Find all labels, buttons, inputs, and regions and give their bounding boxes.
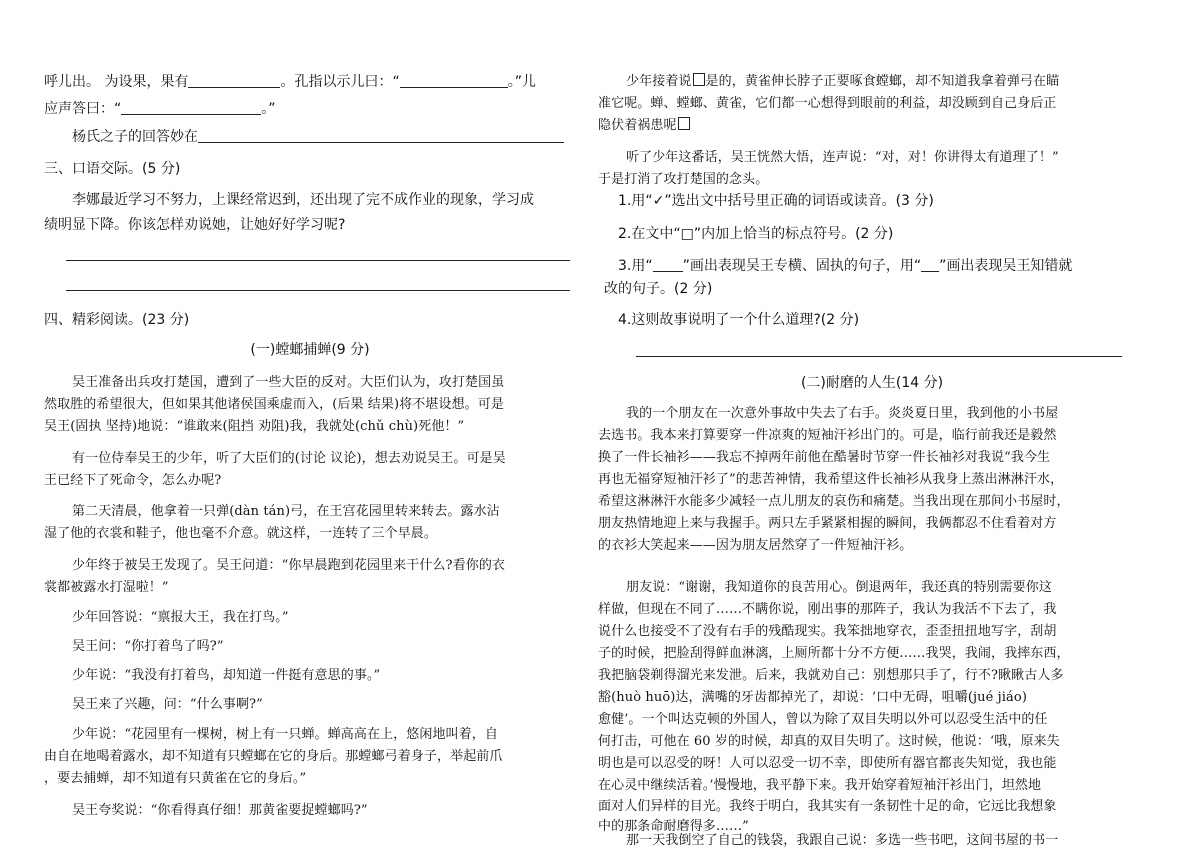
text-segment: 3.用“ — [618, 258, 653, 274]
passage2-line: 子的时候，把脸刮得鲜血淋漓，上厕所都十分不方便……我哭，我闹，我摔东西， — [598, 646, 1070, 661]
passage1-line: 裳都被露水打湿啦！” — [44, 580, 169, 595]
text-segment: 少年接着说 — [626, 74, 692, 89]
q2-line-3 — [72, 128, 564, 146]
answer-line[interactable] — [636, 356, 1122, 357]
answer-blank[interactable] — [188, 73, 280, 88]
q2-line-1 — [44, 73, 536, 91]
passage2-line: 何打击，可他在 60 岁的时候，却真的双目失明了。这时候，他说：‘哦，原来失 — [598, 734, 1060, 749]
passage2-line: 明也是可以忍受的呀！人可以忍受一切不幸，即使所有器官都丧失知觉，我也能 — [598, 756, 1057, 771]
answer-blank[interactable] — [400, 73, 508, 88]
passage2-title: (二)耐磨的人生(14 分) — [800, 375, 944, 391]
passage2-line: 换了一件长袖衫——我忘不掉两年前他在酷暑时节穿一件长袖衫对我说“我今生 — [598, 450, 1051, 465]
passage1-line: 少年终于被吴王发现了。吴王问道：“你早晨跑到花园里来干什么?看你的衣 — [72, 558, 506, 573]
section3-prompt-2: 绩明显下降。你该怎样劝说她，让她好好学习呢? — [44, 217, 346, 233]
section4-heading: 四、精彩阅读。(23 分) — [44, 312, 190, 328]
question-3 — [618, 257, 1072, 275]
passage2-line: 中的那条命耐磨得多……” — [598, 819, 749, 834]
passage1-line: 吴王夸奖说：“你看得真仔细！那黄雀要捉螳螂吗?” — [72, 803, 368, 818]
passage2-line: 在心灵中继续活着。’慢慢地，我平静下来。我开始穿着短袖汗衫出门，坦然地 — [598, 778, 1042, 793]
passage1-cont-line: 于是打消了攻打楚国的念头。 — [598, 172, 769, 187]
passage1-line: ，要去捕蝉，却不知道有只黄雀在它的身后。” — [44, 771, 307, 786]
passage2-line: 希望这淋淋汗水能多少减轻一点儿朋友的哀伤和痛楚。当我出现在那间小书屋时， — [598, 494, 1070, 509]
passage1-line: 有一位侍奉吴王的少年，听了大臣们的(讨论 议论)，想去劝说吴王。可是吴 — [72, 451, 506, 466]
passage1-line: 少年回答说：“禀报大王，我在打鸟。” — [72, 610, 289, 625]
answer-line[interactable] — [66, 260, 570, 261]
passage2-line: 那一天我倒空了自己的钱袋，我跟自己说：多选一些书吧，这间书屋的书一 — [626, 833, 1059, 848]
answer-blank[interactable] — [198, 128, 564, 143]
passage1-cont-line: 听了少年这番话，吴王恍然大悟，连声说：“对，对！你讲得太有道理了！” — [626, 150, 1059, 165]
passage2-line: 我把脑袋剃得溜光来发泄。后来，我就劝自己：别想那只手了，行不?瞅瞅古人多 — [598, 668, 1064, 683]
passage1-cont-line — [598, 117, 691, 135]
passage1-line: 吴王来了兴趣，问：“什么事啊?” — [72, 697, 263, 712]
text-segment: “ — [392, 74, 400, 90]
passage2-line: 再也无福穿短袖汗衫了”的悲苦神情，我希望这件长袖衫从我身上蒸出淋淋汗水， — [598, 472, 1064, 487]
section3-heading: 三、口语交际。(5 分) — [44, 161, 181, 177]
passage1-line: 吴王准备出兵攻打楚国，遭到了一些大臣的反对。大臣们认为，攻打楚国虽 — [72, 375, 505, 390]
answer-line[interactable] — [66, 290, 570, 291]
text-segment: ”画出表现吴王专横、固执的句子，用“ — [682, 258, 922, 274]
passage2-line: 愈健’。一个叫达克顿的外国人，曾以为除了双目失明以外可以忍受生活中的任 — [598, 712, 1048, 727]
question-2: 2.在文中“□”内加上恰当的标点符号。(2 分) — [618, 226, 894, 242]
passage2-line: 面对人们异样的目光。我终于明白，我其实有一条韧性十足的命，它远比我想象 — [598, 799, 1057, 814]
text-segment: 呼儿出。 为设果，果有 — [44, 74, 189, 90]
text-segment: 。孔指以示儿曰： — [280, 74, 393, 90]
passage2-line: 样做，但现在不同了……不瞒你说，刚出事的那阵子，我认为我活不下去了，我 — [598, 602, 1057, 617]
question-4: 4.这则故事说明了一个什么道理?(2 分) — [618, 312, 860, 328]
passage1-line: 吴王问：“你打着鸟了吗?” — [72, 639, 224, 654]
text-segment: 杨氏之子的回答妙在 — [72, 129, 198, 145]
passage2-line: 我的一个朋友在一次意外事故中失去了右手。炎炎夏日里，我到他的小书屋 — [626, 406, 1059, 421]
text-segment: 。”儿 — [507, 74, 536, 90]
passage1-line: 少年说：“花园里有一棵树，树上有一只蝉。蝉高高在上，悠闲地叫着，自 — [72, 727, 498, 742]
passage2-line: 豁(huò huō)达，满嘴的牙齿都掉光了，却说：‘口中无碍，咀嚼(jué jiáo) — [598, 690, 1027, 705]
question-3-cont: 改的句子。(2 分) — [604, 281, 713, 297]
passage1-cont-line: 准它呢。蝉、螳螂、黄雀，它们都一心想得到眼前的利益，却没顾到自己身后正 — [598, 96, 1057, 111]
answer-blank[interactable] — [121, 100, 261, 115]
section3-prompt-1: 李娜最近学习不努力，上课经常迟到，还出现了完不成作业的现象，学习成 — [72, 192, 534, 208]
underline-sample — [653, 259, 683, 272]
passage1-line: 湿了他的衣裳和鞋子，他也毫不介意。就这样，一连转了三个早晨。 — [44, 526, 438, 541]
punctuation-box[interactable] — [678, 117, 690, 130]
question-1: 1.用“✓”选出文中括号里正确的词语或读音。(3 分) — [618, 193, 934, 209]
underline-sample — [921, 259, 939, 272]
passage2-line: 说什么也接受不了没有右手的残酷现实。我笨拙地穿衣，歪歪扭扭地写字，刮胡 — [598, 624, 1057, 639]
punctuation-box[interactable] — [693, 73, 705, 86]
text-segment: ”画出表现吴王知错就 — [939, 258, 1073, 274]
passage1-title: (一)螳螂捕蝉(9 分) — [250, 342, 370, 358]
passage2-line: 朋友热情地迎上来与我握手。两只左手紧紧相握的瞬间，我俩都忍不住看着对方 — [598, 516, 1057, 531]
passage1-line: 吴王(固执 坚持)地说：“谁敢来(阻挡 劝阻)我，我就处(chǔ chù)死他！” — [44, 419, 465, 434]
passage1-cont-line — [626, 73, 1059, 91]
passage1-line: 然取胜的希望很大，但如果其他诸侯国乘虚而入，(后果 结果)将不堪设想。可是 — [44, 397, 504, 412]
passage2-line: 去选书。我本来打算要穿一件凉爽的短袖汗衫出门的。可是，临行前我还是毅然 — [598, 428, 1057, 443]
passage1-line: 少年说：“我没有打着鸟，却知道一件挺有意思的事。” — [72, 668, 381, 683]
q2-line-2 — [44, 100, 276, 118]
text-segment: 。” — [261, 101, 276, 117]
passage1-line: 第二天清晨，他拿着一只弹(dàn tán)弓，在王宫花园里转来转去。露水沾 — [72, 504, 500, 519]
passage1-line: 王已经下了死命令，怎么办呢? — [44, 473, 222, 488]
text-segment: 隐伏着祸患呢 — [598, 118, 677, 133]
passage2-line: 的衣衫大笑起来——因为朋友居然穿了一件短袖汗衫。 — [598, 538, 913, 553]
text-segment: 是的，黄雀伸长脖子正要啄食螳螂，却不知道我拿着弹弓在瞄 — [705, 74, 1060, 89]
passage1-line: 由自在地喝着露水，却不知道有只螳螂在它的身后。那螳螂弓着身子，举起前爪 — [44, 749, 503, 764]
passage2-line: 朋友说：“谢谢，我知道你的良苦用心。倒退两年，我还真的特别需要你这 — [626, 580, 1052, 595]
text-segment: 应声答曰：“ — [44, 101, 122, 117]
